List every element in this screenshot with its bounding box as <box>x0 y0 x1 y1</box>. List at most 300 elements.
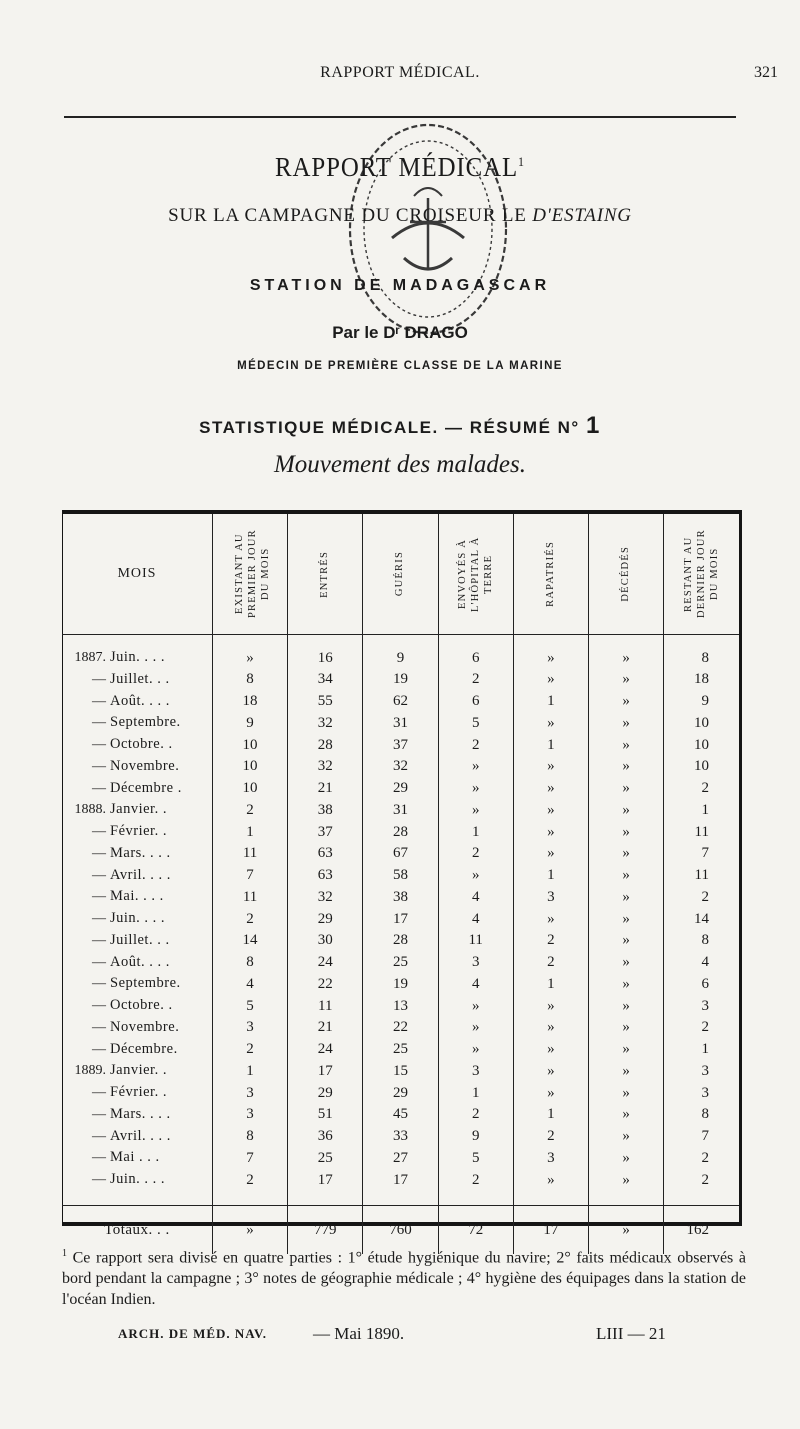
report-title <box>32 152 768 183</box>
month-label: Février. . <box>110 823 167 839</box>
table-row <box>62 843 739 865</box>
year-label: — <box>92 932 106 948</box>
table-row <box>62 1060 739 1082</box>
existant-cell: 14 <box>212 930 287 952</box>
restant-cell: 7 <box>664 843 739 865</box>
total-envoyes-cell: 72 <box>438 1205 513 1254</box>
entres-cell: 29 <box>288 908 363 930</box>
rapatries-cell: » <box>513 635 588 669</box>
envoyes-cell: 3 <box>438 1060 513 1082</box>
entres-cell: 32 <box>288 712 363 734</box>
journal-name: ARCH. DE MÉD. NAV. <box>118 1326 267 1341</box>
month-label: Novembre. <box>110 1018 180 1035</box>
month-cell <box>62 1017 212 1039</box>
month-label: Mai. . . . <box>110 888 164 905</box>
total-entres-cell: 779 <box>288 1205 363 1254</box>
gueris-cell: 22 <box>363 1017 438 1039</box>
decedes-cell: » <box>589 756 664 778</box>
month-label: Novembre. <box>110 757 180 774</box>
existant-cell: 3 <box>212 1082 287 1104</box>
year-label: — <box>92 998 106 1013</box>
decedes-cell: » <box>589 973 664 995</box>
separator-cell <box>664 1191 739 1206</box>
table-row <box>62 1039 739 1061</box>
restant-cell: 2 <box>664 1169 739 1191</box>
envoyes-cell: » <box>438 1039 513 1061</box>
entres-cell: 24 <box>288 952 363 974</box>
year-label: — <box>92 671 106 687</box>
month-cell <box>62 1082 212 1104</box>
year-label: — <box>92 867 106 883</box>
month-cell <box>62 865 212 887</box>
column-header-gueris-text: GUÉRIS <box>394 551 406 597</box>
month-label: Janvier. . <box>110 1062 167 1079</box>
column-header-existant <box>212 514 287 635</box>
decedes-cell: » <box>589 843 664 865</box>
month-cell <box>62 821 212 843</box>
year-label: — <box>92 1106 106 1122</box>
table-row <box>62 1082 739 1104</box>
existant-cell: 2 <box>212 799 287 821</box>
table-row <box>62 1104 739 1126</box>
rapatries-cell: » <box>513 799 588 821</box>
entres-cell: 17 <box>288 1060 363 1082</box>
envoyes-cell: 11 <box>438 930 513 952</box>
restant-cell: 7 <box>664 1126 739 1148</box>
envoyes-cell: » <box>438 995 513 1017</box>
envoyes-cell: » <box>438 756 513 778</box>
decedes-cell: » <box>589 1104 664 1126</box>
envoyes-cell: 4 <box>438 973 513 995</box>
entres-cell: 34 <box>288 669 363 691</box>
year-label: 1889. <box>74 1063 106 1079</box>
gueris-cell: 28 <box>363 821 438 843</box>
running-head <box>0 64 800 86</box>
month-label: Septembre. <box>110 975 181 992</box>
entres-cell: 11 <box>288 995 363 1017</box>
rapatries-cell: » <box>513 1060 588 1082</box>
table-row <box>62 756 739 778</box>
existant-cell: 3 <box>212 1017 287 1039</box>
rapatries-cell: 3 <box>513 1147 588 1169</box>
table-row <box>62 930 739 952</box>
envoyes-cell: 6 <box>438 635 513 669</box>
footnote-text: Ce rapport sera divisé en quatre parties : 1° étude hygiénique du navire; 2° faits médicaux observés à bord pendant la campagne ; 3° notes de géographie médicale ; 4° hygiène des équipages dans la station de l'océan Indien. <box>62 1249 747 1309</box>
gueris-cell: 33 <box>363 1126 438 1148</box>
author-rank: MÉDECIN DE PREMIÈRE CLASSE DE LA MARINE <box>237 360 563 372</box>
year-label: — <box>92 1128 106 1144</box>
gueris-cell: 19 <box>363 669 438 691</box>
month-label: Mars. . . . <box>110 844 171 861</box>
rapatries-cell: » <box>513 821 588 843</box>
table-body <box>62 635 739 1254</box>
restant-cell: 3 <box>664 995 739 1017</box>
existant-cell: 8 <box>212 952 287 974</box>
separator-cell <box>438 1191 513 1206</box>
total-gueris-cell: 760 <box>363 1205 438 1254</box>
decedes-cell: » <box>589 1017 664 1039</box>
footnote-reference: 1 <box>518 154 525 169</box>
month-cell <box>62 691 212 713</box>
restant-cell: 2 <box>664 886 739 908</box>
entres-cell: 16 <box>288 635 363 669</box>
entres-cell: 21 <box>288 778 363 800</box>
existant-cell: 8 <box>212 669 287 691</box>
rapatries-cell: » <box>513 908 588 930</box>
year-label: — <box>92 693 106 709</box>
envoyes-cell: 6 <box>438 691 513 713</box>
gueris-cell: 29 <box>363 1082 438 1104</box>
rapatries-cell: » <box>513 995 588 1017</box>
month-label: Octobre. . <box>110 997 173 1013</box>
restant-cell: 2 <box>664 778 739 800</box>
gueris-cell: 25 <box>363 1039 438 1061</box>
decedes-cell: » <box>589 995 664 1017</box>
existant-cell: 9 <box>212 712 287 734</box>
rapatries-cell: 2 <box>513 1126 588 1148</box>
month-cell <box>62 1169 212 1191</box>
gueris-cell: 15 <box>363 1060 438 1082</box>
month-label: Juin. . . . <box>110 649 166 665</box>
restant-cell: 11 <box>664 865 739 887</box>
year-label: — <box>92 715 106 731</box>
gueris-cell: 37 <box>363 734 438 756</box>
resume-number: 1 <box>585 412 601 439</box>
separator-cell <box>513 1191 588 1206</box>
table-header-row <box>62 514 739 635</box>
entres-cell: 63 <box>288 843 363 865</box>
entres-cell: 32 <box>288 756 363 778</box>
gueris-cell: 27 <box>363 1147 438 1169</box>
month-label: Juillet. . . <box>110 931 170 948</box>
month-cell <box>62 799 212 821</box>
entres-cell: 22 <box>288 973 363 995</box>
gueris-cell: 25 <box>363 952 438 974</box>
decedes-cell: » <box>589 952 664 974</box>
restant-cell: 8 <box>664 1104 739 1126</box>
month-label: Juillet. . . <box>110 670 170 687</box>
month-cell <box>62 908 212 930</box>
envoyes-cell: 2 <box>438 1169 513 1191</box>
month-cell <box>62 995 212 1017</box>
column-header-restant-text: RESTANT AU DERNIER JOUR DU MOIS <box>682 529 720 619</box>
entres-cell: 25 <box>288 1147 363 1169</box>
gueris-cell: 17 <box>363 908 438 930</box>
envoyes-cell: 2 <box>438 669 513 691</box>
month-cell <box>62 635 212 669</box>
envoyes-cell: 1 <box>438 1082 513 1104</box>
month-cell <box>62 1126 212 1148</box>
decedes-cell: » <box>589 1060 664 1082</box>
gueris-cell: 45 <box>363 1104 438 1126</box>
report-title-text: RAPPORT MÉDICAL <box>275 152 519 182</box>
month-cell <box>62 669 212 691</box>
existant-cell: 1 <box>212 821 287 843</box>
restant-cell: 4 <box>664 952 739 974</box>
table-row <box>62 865 739 887</box>
table-row <box>62 691 739 713</box>
entres-cell: 37 <box>288 821 363 843</box>
month-cell <box>62 952 212 974</box>
column-header-envoyes-text: ENVOYÉS À L'HÔPITAL À TERRE <box>456 536 494 612</box>
gueris-cell: 29 <box>363 778 438 800</box>
column-header-entres-text: ENTRÉS <box>319 550 331 598</box>
existant-cell: 10 <box>212 778 287 800</box>
restant-cell: 10 <box>664 734 739 756</box>
month-label: Juin. . . . <box>110 910 166 926</box>
decedes-cell: » <box>589 1039 664 1061</box>
envoyes-cell: 3 <box>438 952 513 974</box>
entres-cell: 55 <box>288 691 363 713</box>
year-label: — <box>92 780 106 796</box>
restant-cell: 8 <box>664 635 739 669</box>
separator-cell <box>212 1191 287 1206</box>
entres-cell: 51 <box>288 1104 363 1126</box>
month-cell <box>62 734 212 756</box>
rapatries-cell: » <box>513 756 588 778</box>
entres-cell: 38 <box>288 799 363 821</box>
month-label: Mars. . . . <box>110 1105 171 1122</box>
month-label: Juin. . . . <box>110 1171 166 1187</box>
entres-cell: 36 <box>288 1126 363 1148</box>
year-label: — <box>92 911 106 926</box>
gueris-cell: 38 <box>363 886 438 908</box>
rapatries-cell: 2 <box>513 952 588 974</box>
statistics-title <box>0 412 800 440</box>
decedes-cell: » <box>589 799 664 821</box>
year-label: — <box>92 758 106 774</box>
gueris-cell: 28 <box>363 930 438 952</box>
envoyes-cell: 1 <box>438 821 513 843</box>
column-header-rapatries-text: RAPATRIÉS <box>544 541 556 607</box>
envoyes-cell: » <box>438 1017 513 1039</box>
rapatries-cell: 3 <box>513 886 588 908</box>
year-label: 1888. <box>74 802 106 818</box>
separator-cell <box>589 1191 664 1206</box>
table-row <box>62 908 739 930</box>
total-decedes-cell: » <box>589 1205 664 1254</box>
statistics-table <box>62 514 739 1254</box>
issue-date: — Mai 1890. <box>313 1324 405 1343</box>
column-header-existant-text: EXISTANT AU PREMIER JOUR DU MOIS <box>234 529 272 619</box>
existant-cell: 10 <box>212 756 287 778</box>
statistics-title-text: STATISTIQUE MÉDICALE. — RÉSUMÉ N° <box>199 418 580 437</box>
column-header-entres <box>288 514 363 635</box>
gueris-cell: 31 <box>363 712 438 734</box>
table-row <box>62 635 739 669</box>
decedes-cell: » <box>589 1082 664 1104</box>
year-label: — <box>92 845 106 861</box>
restant-cell: 18 <box>664 669 739 691</box>
entres-cell: 29 <box>288 1082 363 1104</box>
gueris-cell: 17 <box>363 1169 438 1191</box>
month-label: Août. . . . <box>110 953 170 970</box>
existant-cell: 2 <box>212 908 287 930</box>
campaign-text: SUR LA CAMPAGNE DU CROISEUR LE <box>168 205 527 226</box>
entres-cell: 32 <box>288 886 363 908</box>
year-label: — <box>92 737 106 752</box>
year-label: — <box>92 1019 106 1035</box>
rapatries-cell: » <box>513 1082 588 1104</box>
decedes-cell: » <box>589 821 664 843</box>
column-header-gueris <box>363 514 438 635</box>
existant-cell: 7 <box>212 1147 287 1169</box>
month-label: Avril. . . . <box>110 1127 171 1144</box>
table-row <box>62 778 739 800</box>
year-label: — <box>92 1085 106 1100</box>
gueris-cell: 19 <box>363 973 438 995</box>
totals-separator <box>62 1191 739 1206</box>
restant-cell: 9 <box>664 691 739 713</box>
restant-cell: 1 <box>664 799 739 821</box>
year-label: — <box>92 954 106 970</box>
decedes-cell: » <box>589 734 664 756</box>
month-cell <box>62 1039 212 1061</box>
rapatries-cell: » <box>513 1039 588 1061</box>
existant-cell: 4 <box>212 973 287 995</box>
separator-cell <box>363 1191 438 1206</box>
month-cell <box>62 712 212 734</box>
decedes-cell: » <box>589 712 664 734</box>
column-header-decedes <box>589 514 664 635</box>
month-label: Mai . . . <box>110 1149 160 1166</box>
table-row <box>62 821 739 843</box>
station-line: STATION DE MADAGASCAR <box>249 277 551 294</box>
rapatries-cell: » <box>513 712 588 734</box>
rapatries-cell: » <box>513 1169 588 1191</box>
envoyes-cell: 5 <box>438 1147 513 1169</box>
separator-cell <box>288 1191 363 1206</box>
existant-cell: 10 <box>212 734 287 756</box>
year-label: — <box>92 1041 106 1057</box>
envoyes-cell: 4 <box>438 886 513 908</box>
running-title: RAPPORT MÉDICAL. <box>320 64 480 81</box>
decedes-cell: » <box>589 886 664 908</box>
envoyes-cell: » <box>438 865 513 887</box>
existant-cell: 2 <box>212 1169 287 1191</box>
restant-cell: 10 <box>664 756 739 778</box>
rapatries-cell: 1 <box>513 691 588 713</box>
existant-cell: 18 <box>212 691 287 713</box>
author-line: Par le Dʳ DRAGO <box>332 323 468 342</box>
gueris-cell: 9 <box>363 635 438 669</box>
table-row <box>62 886 739 908</box>
table-row <box>62 995 739 1017</box>
gueris-cell: 32 <box>363 756 438 778</box>
existant-cell: 7 <box>212 865 287 887</box>
table-row <box>62 734 739 756</box>
existant-cell: 11 <box>212 886 287 908</box>
table-row <box>62 799 739 821</box>
total-rapatries-cell: 17 <box>513 1205 588 1254</box>
footnote <box>62 1243 746 1310</box>
rapatries-cell: » <box>513 669 588 691</box>
envoyes-cell: 4 <box>438 908 513 930</box>
decedes-cell: » <box>589 1147 664 1169</box>
entres-cell: 28 <box>288 734 363 756</box>
month-label: Février. . <box>110 1084 167 1100</box>
month-cell <box>62 1104 212 1126</box>
entres-cell: 17 <box>288 1169 363 1191</box>
year-label: — <box>92 889 106 905</box>
decedes-cell: » <box>589 691 664 713</box>
decedes-cell: » <box>589 669 664 691</box>
envoyes-cell: » <box>438 799 513 821</box>
footnote-mark: 1 <box>62 1248 67 1259</box>
year-label: — <box>92 976 106 992</box>
existant-cell: » <box>212 635 287 669</box>
existant-cell: 11 <box>212 843 287 865</box>
page-number: 321 <box>754 64 778 81</box>
entres-cell: 21 <box>288 1017 363 1039</box>
restant-cell: 11 <box>664 821 739 843</box>
gueris-cell: 67 <box>363 843 438 865</box>
month-cell <box>62 1147 212 1169</box>
rapatries-cell: 2 <box>513 930 588 952</box>
decedes-cell: » <box>589 1169 664 1191</box>
decedes-cell: » <box>589 930 664 952</box>
column-header-rapatries <box>513 514 588 635</box>
month-cell <box>62 778 212 800</box>
rapatries-cell: » <box>513 843 588 865</box>
table-row <box>62 952 739 974</box>
table-row <box>62 1169 739 1191</box>
table-row <box>62 669 739 691</box>
restant-cell: 14 <box>664 908 739 930</box>
column-header-decedes-text: DÉCÉDÉS <box>620 546 632 602</box>
envoyes-cell: » <box>438 778 513 800</box>
existant-cell: 8 <box>212 1126 287 1148</box>
restant-cell: 6 <box>664 973 739 995</box>
column-header-envoyes <box>438 514 513 635</box>
month-label: Octobre. . <box>110 736 173 752</box>
envoyes-cell: 5 <box>438 712 513 734</box>
restant-cell: 3 <box>664 1060 739 1082</box>
month-cell <box>62 756 212 778</box>
envoyes-cell: 2 <box>438 843 513 865</box>
restant-cell: 2 <box>664 1017 739 1039</box>
existant-cell: 2 <box>212 1039 287 1061</box>
month-cell <box>62 930 212 952</box>
envoyes-cell: 2 <box>438 734 513 756</box>
envoyes-cell: 2 <box>438 1104 513 1126</box>
restant-cell: 8 <box>664 930 739 952</box>
ship-name: D'ESTAING <box>532 205 632 226</box>
month-cell <box>62 973 212 995</box>
gueris-cell: 13 <box>363 995 438 1017</box>
table-row <box>62 1147 739 1169</box>
gueris-cell: 58 <box>363 865 438 887</box>
decedes-cell: » <box>589 1126 664 1148</box>
year-label: — <box>92 824 106 839</box>
restant-cell: 1 <box>664 1039 739 1061</box>
existant-cell: 3 <box>212 1104 287 1126</box>
rapatries-cell: 1 <box>513 973 588 995</box>
campaign-subtitle <box>0 205 800 227</box>
rapatries-cell: 1 <box>513 865 588 887</box>
restant-cell: 2 <box>664 1147 739 1169</box>
table-row <box>62 712 739 734</box>
column-header-restant <box>664 514 739 635</box>
year-label: 1887. <box>74 650 106 665</box>
restant-cell: 10 <box>664 712 739 734</box>
month-label: Décembre. <box>110 1040 178 1057</box>
rapatries-cell: » <box>513 778 588 800</box>
totals-label: Totaux. . . <box>104 1221 170 1238</box>
decedes-cell: » <box>589 908 664 930</box>
column-header-mois-text: MOIS <box>117 566 157 581</box>
separator-cell <box>62 1191 212 1206</box>
